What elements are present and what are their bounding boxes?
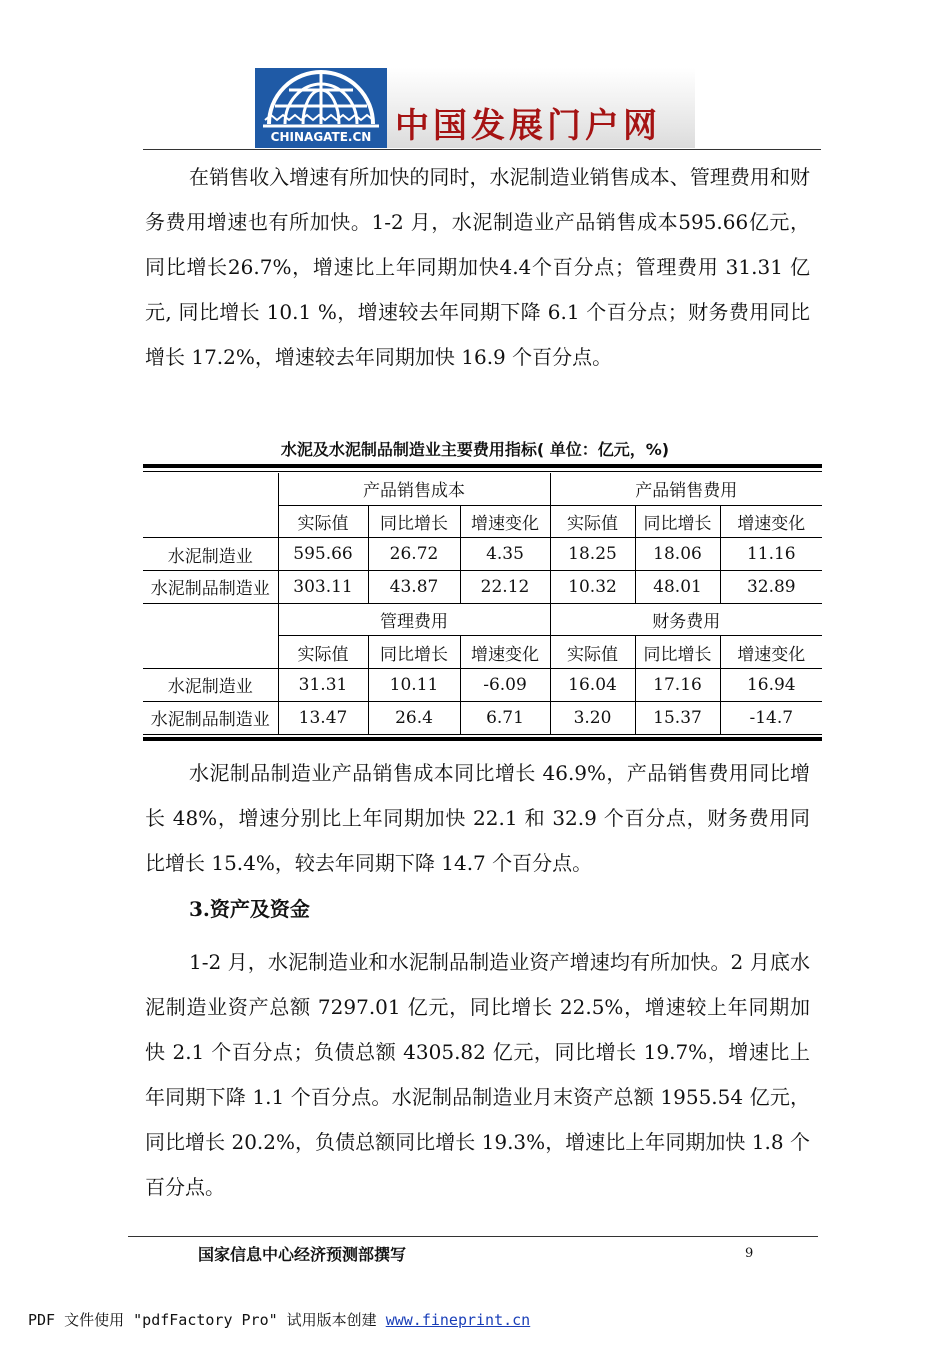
watermark-text: PDF 文件使用 "pdfFactory Pro" 试用版本创建 xyxy=(28,1311,386,1329)
group-header: 产品销售费用 xyxy=(550,473,822,505)
column-header: 实际值 xyxy=(550,505,635,538)
table-cell: 32.89 xyxy=(720,571,822,604)
table-cell: 31.31 xyxy=(278,669,368,702)
table-cell: 17.16 xyxy=(635,669,720,702)
footer-rule xyxy=(128,1236,818,1237)
table-subheader-row xyxy=(143,505,822,538)
table-cell: 22.12 xyxy=(460,571,550,604)
table-top-rule xyxy=(143,464,822,468)
column-header: 增速变化 xyxy=(460,505,550,538)
table-cell: 6.71 xyxy=(460,701,550,733)
paragraph-cost-growth: 在销售收入增速有所加快的同时，水泥制造业销售成本、管理费用和财务费用增速也有所加快。1-2 月，水泥制造业产品销售成本595.66亿元，同比增长26.7%，增速比上年同期加快4.4个百分点；管理费用 31.31 亿元, 同比增长 10.1 %，增速较去年同期下降 6.1 个百分点；财务费用同比增长 17.2%，增速较去年同期加快 16.9 个百分点。 xyxy=(145,165,810,369)
table-subheader-row xyxy=(143,636,822,669)
table-cell: 26.72 xyxy=(368,538,460,571)
table-cell: 18.06 xyxy=(635,538,720,571)
table-title: 水泥及水泥制品制造业主要费用指标( 单位：亿元，%) xyxy=(280,440,670,459)
table-cell: 11.16 xyxy=(720,538,822,571)
table-bottom-rule xyxy=(143,737,822,741)
table-bottom-rule-inner xyxy=(143,734,822,735)
row-label: 水泥制品制造业 xyxy=(143,571,278,604)
table-cell: 10.32 xyxy=(550,571,635,604)
group-header: 财务费用 xyxy=(550,603,822,636)
paragraph-cement-products: 水泥制品制造业产品销售成本同比增长 46.9%，产品销售费用同比增长 48%，增速分别比上年同期加快 22.1 和 32.9 个百分点，财务费用同比增长 15.4%，较去年同期下降 14.7 个百分点。 xyxy=(145,761,810,875)
table-cell: 595.66 xyxy=(278,538,368,571)
column-header: 增速变化 xyxy=(720,636,822,669)
table-cell: 16.04 xyxy=(550,669,635,702)
table-cell: 15.37 xyxy=(635,701,720,733)
group-header: 产品销售成本 xyxy=(278,473,550,505)
column-header: 同比增长 xyxy=(368,636,460,669)
column-header: 实际值 xyxy=(550,636,635,669)
row-label: 水泥制品制造业 xyxy=(143,701,278,733)
column-header: 同比增长 xyxy=(635,636,720,669)
group-header: 管理费用 xyxy=(278,603,550,636)
corner-cell xyxy=(143,505,278,538)
table-row xyxy=(143,701,822,733)
table-cell: 16.94 xyxy=(720,669,822,702)
corner-cell xyxy=(143,636,278,669)
footer-org: 国家信息中心经济预测部撰写 xyxy=(198,1245,407,1264)
column-header: 实际值 xyxy=(278,505,368,538)
table-cell: 10.11 xyxy=(368,669,460,702)
table-row xyxy=(143,571,822,604)
cost-indicators-table xyxy=(143,473,822,734)
column-header: 增速变化 xyxy=(720,505,822,538)
logo-title: 中国发展门户网 xyxy=(395,106,661,146)
globe-badge xyxy=(255,68,387,148)
table-cell: 303.11 xyxy=(278,571,368,604)
chinagate-logo xyxy=(255,68,695,148)
column-header: 增速变化 xyxy=(460,636,550,669)
table-group-header-row xyxy=(143,603,822,636)
table-cell: 4.35 xyxy=(460,538,550,571)
table-cell: -14.7 xyxy=(749,707,794,728)
table-cell: -6.09 xyxy=(460,669,550,702)
table-row xyxy=(143,669,822,702)
corner-cell xyxy=(143,473,278,505)
table-row xyxy=(143,538,822,571)
column-header: 同比增长 xyxy=(368,505,460,538)
table-cell: 18.25 xyxy=(550,538,635,571)
column-header: 同比增长 xyxy=(635,505,720,538)
row-label: 水泥制造业 xyxy=(143,669,278,702)
globe-icon xyxy=(255,68,387,130)
row-label: 水泥制造业 xyxy=(143,538,278,571)
table-cell: 13.47 xyxy=(278,701,368,733)
paragraph-assets: 1-2 月，水泥制造业和水泥制品制造业资产增速均有所加快。2 月底水泥制造业资产总额 7297.01 亿元，同比增长 22.5%，增速较上年同期加快 2.1 个百分点；负债总额 4305.82 亿元，同比增长 19.7%，增速比上年同期下降 1.1 个百分点。水泥制品制造业月末资产总额 1955.54 亿元，同比增长 20.2%，负债总额同比增长 19.3%，增速比上年同期加快 1.8 个百分点。 xyxy=(145,950,810,1199)
header-rule xyxy=(143,149,821,150)
table-cell: 3.20 xyxy=(550,701,635,733)
column-header: 实际值 xyxy=(278,636,368,669)
page-number: 9 xyxy=(745,1246,754,1261)
logo-badge-text: CHINAGATE.CN xyxy=(270,130,372,144)
table-cell: 43.87 xyxy=(368,571,460,604)
table-cell: 48.01 xyxy=(635,571,720,604)
pdf-watermark xyxy=(28,1309,530,1330)
section-heading: 3.资产及资金 xyxy=(189,897,310,921)
corner-cell xyxy=(143,603,278,636)
table-top-rule-inner xyxy=(143,471,822,472)
fineprint-link[interactable]: www.fineprint.cn xyxy=(385,1311,531,1329)
table-cell: 26.4 xyxy=(368,701,460,733)
table-group-header-row xyxy=(143,473,822,505)
